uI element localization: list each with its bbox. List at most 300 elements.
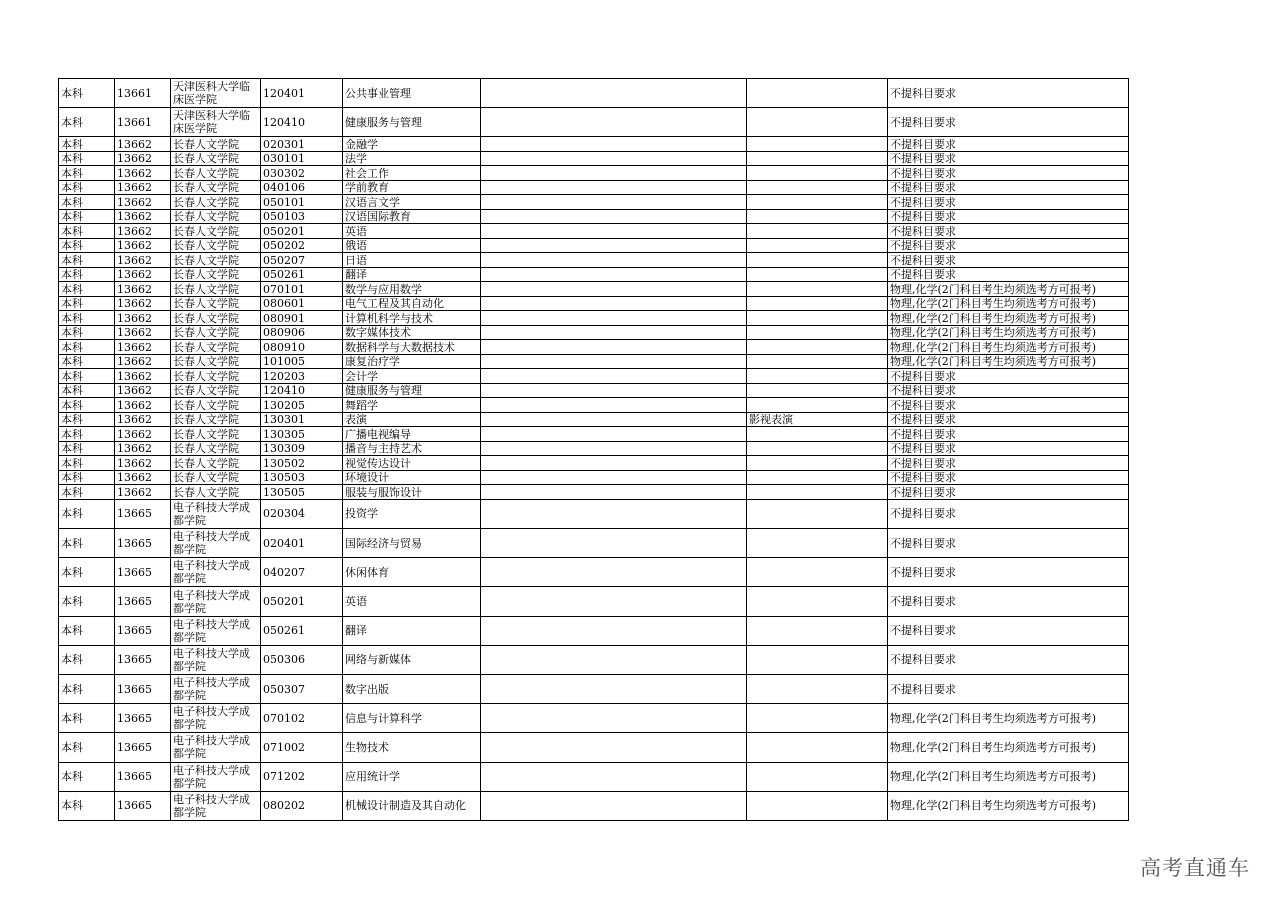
major-code-cell: 130503 bbox=[261, 470, 343, 485]
major-name-cell: 汉语言文学 bbox=[343, 195, 481, 210]
major-code-cell: 130505 bbox=[261, 485, 343, 500]
subject-requirement-cell: 不提科目要求 bbox=[888, 412, 1129, 427]
school-code-cell: 13662 bbox=[115, 180, 171, 195]
table-row bbox=[59, 369, 1129, 384]
subject-requirement-cell: 不提科目要求 bbox=[888, 645, 1129, 674]
major-name-cell: 广播电视编导 bbox=[343, 427, 481, 442]
table-row bbox=[59, 733, 1129, 762]
direction-cell bbox=[747, 296, 888, 311]
note-cell bbox=[481, 645, 747, 674]
school-code-cell: 13662 bbox=[115, 369, 171, 384]
table-row bbox=[59, 340, 1129, 355]
note-cell bbox=[481, 340, 747, 355]
school-name-cell: 电子科技大学成都学院 bbox=[171, 616, 261, 645]
level-cell: 本科 bbox=[59, 369, 115, 384]
school-name-cell: 电子科技大学成都学院 bbox=[171, 499, 261, 528]
school-code-cell: 13665 bbox=[115, 675, 171, 704]
school-code-cell: 13662 bbox=[115, 224, 171, 239]
note-cell bbox=[481, 383, 747, 398]
major-code-cell: 080601 bbox=[261, 296, 343, 311]
subject-requirement-cell: 物理,化学(2门科目考生均须选考方可报考) bbox=[888, 762, 1129, 791]
major-code-cell: 071002 bbox=[261, 733, 343, 762]
table-row bbox=[59, 704, 1129, 733]
direction-cell bbox=[747, 253, 888, 268]
table-row bbox=[59, 675, 1129, 704]
level-cell: 本科 bbox=[59, 311, 115, 326]
direction-cell bbox=[747, 137, 888, 152]
direction-cell bbox=[747, 340, 888, 355]
major-name-cell: 电气工程及其自动化 bbox=[343, 296, 481, 311]
school-name-cell: 电子科技大学成都学院 bbox=[171, 733, 261, 762]
school-code-cell: 13665 bbox=[115, 791, 171, 820]
subject-requirement-cell: 不提科目要求 bbox=[888, 587, 1129, 616]
major-code-cell: 080906 bbox=[261, 325, 343, 340]
level-cell: 本科 bbox=[59, 166, 115, 181]
school-name-cell: 长春人文学院 bbox=[171, 311, 261, 326]
direction-cell bbox=[747, 267, 888, 282]
major-name-cell: 数学与应用数学 bbox=[343, 282, 481, 297]
school-code-cell: 13662 bbox=[115, 296, 171, 311]
school-name-cell: 电子科技大学成都学院 bbox=[171, 645, 261, 674]
subject-requirement-cell: 不提科目要求 bbox=[888, 427, 1129, 442]
school-code-cell: 13662 bbox=[115, 470, 171, 485]
level-cell: 本科 bbox=[59, 267, 115, 282]
note-cell bbox=[481, 441, 747, 456]
major-name-cell: 舞蹈学 bbox=[343, 398, 481, 413]
major-code-cell: 130301 bbox=[261, 412, 343, 427]
school-code-cell: 13662 bbox=[115, 485, 171, 500]
subject-requirement-cell: 不提科目要求 bbox=[888, 499, 1129, 528]
level-cell: 本科 bbox=[59, 456, 115, 471]
major-name-cell: 国际经济与贸易 bbox=[343, 529, 481, 558]
school-name-cell: 长春人文学院 bbox=[171, 485, 261, 500]
major-code-cell: 050103 bbox=[261, 209, 343, 224]
note-cell bbox=[481, 529, 747, 558]
note-cell bbox=[481, 166, 747, 181]
level-cell: 本科 bbox=[59, 253, 115, 268]
school-name-cell: 天津医科大学临床医学院 bbox=[171, 79, 261, 108]
school-code-cell: 13662 bbox=[115, 354, 171, 369]
level-cell: 本科 bbox=[59, 675, 115, 704]
note-cell bbox=[481, 354, 747, 369]
school-code-cell: 13662 bbox=[115, 427, 171, 442]
direction-cell bbox=[747, 645, 888, 674]
subject-requirement-cell: 不提科目要求 bbox=[888, 180, 1129, 195]
level-cell: 本科 bbox=[59, 238, 115, 253]
table-row bbox=[59, 166, 1129, 181]
major-code-cell: 130305 bbox=[261, 427, 343, 442]
table-row bbox=[59, 383, 1129, 398]
school-name-cell: 长春人文学院 bbox=[171, 224, 261, 239]
major-name-cell: 法学 bbox=[343, 151, 481, 166]
school-name-cell: 长春人文学院 bbox=[171, 398, 261, 413]
direction-cell bbox=[747, 311, 888, 326]
subject-requirement-cell: 不提科目要求 bbox=[888, 267, 1129, 282]
note-cell bbox=[481, 296, 747, 311]
note-cell bbox=[481, 456, 747, 471]
major-name-cell: 计算机科学与技术 bbox=[343, 311, 481, 326]
school-name-cell: 长春人文学院 bbox=[171, 354, 261, 369]
direction-cell bbox=[747, 79, 888, 108]
major-code-cell: 050307 bbox=[261, 675, 343, 704]
watermark-logo-text: 高考直通车 bbox=[1140, 856, 1250, 880]
level-cell: 本科 bbox=[59, 340, 115, 355]
note-cell bbox=[481, 369, 747, 384]
subject-requirement-cell: 物理,化学(2门科目考生均须选考方可报考) bbox=[888, 296, 1129, 311]
level-cell: 本科 bbox=[59, 296, 115, 311]
school-name-cell: 电子科技大学成都学院 bbox=[171, 558, 261, 587]
direction-cell bbox=[747, 166, 888, 181]
major-name-cell: 康复治疗学 bbox=[343, 354, 481, 369]
level-cell: 本科 bbox=[59, 354, 115, 369]
note-cell bbox=[481, 325, 747, 340]
table-row bbox=[59, 354, 1129, 369]
note-cell bbox=[481, 762, 747, 791]
school-name-cell: 电子科技大学成都学院 bbox=[171, 791, 261, 820]
school-name-cell: 长春人文学院 bbox=[171, 267, 261, 282]
table-body bbox=[59, 79, 1129, 821]
subject-requirement-cell: 不提科目要求 bbox=[888, 79, 1129, 108]
direction-cell bbox=[747, 354, 888, 369]
school-code-cell: 13665 bbox=[115, 704, 171, 733]
note-cell bbox=[481, 224, 747, 239]
level-cell: 本科 bbox=[59, 282, 115, 297]
school-name-cell: 电子科技大学成都学院 bbox=[171, 587, 261, 616]
level-cell: 本科 bbox=[59, 441, 115, 456]
table-row bbox=[59, 398, 1129, 413]
major-name-cell: 社会工作 bbox=[343, 166, 481, 181]
school-code-cell: 13662 bbox=[115, 151, 171, 166]
direction-cell bbox=[747, 209, 888, 224]
note-cell bbox=[481, 791, 747, 820]
major-code-cell: 120410 bbox=[261, 108, 343, 137]
subject-requirement-cell: 不提科目要求 bbox=[888, 238, 1129, 253]
subject-requirement-cell: 不提科目要求 bbox=[888, 383, 1129, 398]
school-code-cell: 13662 bbox=[115, 166, 171, 181]
level-cell: 本科 bbox=[59, 587, 115, 616]
table-row bbox=[59, 762, 1129, 791]
note-cell bbox=[481, 151, 747, 166]
direction-cell bbox=[747, 485, 888, 500]
note-cell bbox=[481, 470, 747, 485]
school-code-cell: 13665 bbox=[115, 645, 171, 674]
school-name-cell: 长春人文学院 bbox=[171, 282, 261, 297]
table-row bbox=[59, 108, 1129, 137]
major-name-cell: 金融学 bbox=[343, 137, 481, 152]
table-row bbox=[59, 616, 1129, 645]
school-code-cell: 13662 bbox=[115, 282, 171, 297]
school-name-cell: 电子科技大学成都学院 bbox=[171, 529, 261, 558]
major-name-cell: 数字媒体技术 bbox=[343, 325, 481, 340]
table-row bbox=[59, 441, 1129, 456]
major-name-cell: 健康服务与管理 bbox=[343, 108, 481, 137]
major-code-cell: 030101 bbox=[261, 151, 343, 166]
major-name-cell: 信息与计算科学 bbox=[343, 704, 481, 733]
major-name-cell: 网络与新媒体 bbox=[343, 645, 481, 674]
school-code-cell: 13665 bbox=[115, 499, 171, 528]
school-name-cell: 长春人文学院 bbox=[171, 195, 261, 210]
school-name-cell: 长春人文学院 bbox=[171, 180, 261, 195]
level-cell: 本科 bbox=[59, 558, 115, 587]
school-name-cell: 电子科技大学成都学院 bbox=[171, 762, 261, 791]
note-cell bbox=[481, 180, 747, 195]
direction-cell bbox=[747, 441, 888, 456]
direction-cell bbox=[747, 791, 888, 820]
school-code-cell: 13662 bbox=[115, 209, 171, 224]
school-code-cell: 13665 bbox=[115, 558, 171, 587]
table-row bbox=[59, 209, 1129, 224]
school-code-cell: 13662 bbox=[115, 456, 171, 471]
note-cell bbox=[481, 704, 747, 733]
level-cell: 本科 bbox=[59, 137, 115, 152]
level-cell: 本科 bbox=[59, 733, 115, 762]
school-code-cell: 13662 bbox=[115, 195, 171, 210]
table-row bbox=[59, 529, 1129, 558]
school-name-cell: 长春人文学院 bbox=[171, 470, 261, 485]
major-code-cell: 050261 bbox=[261, 616, 343, 645]
subject-requirement-cell: 不提科目要求 bbox=[888, 137, 1129, 152]
school-code-cell: 13662 bbox=[115, 253, 171, 268]
table-row bbox=[59, 238, 1129, 253]
direction-cell bbox=[747, 398, 888, 413]
major-name-cell: 服装与服饰设计 bbox=[343, 485, 481, 500]
direction-cell bbox=[747, 180, 888, 195]
level-cell: 本科 bbox=[59, 383, 115, 398]
direction-cell: 影视表演 bbox=[747, 412, 888, 427]
note-cell bbox=[481, 558, 747, 587]
major-name-cell: 公共事业管理 bbox=[343, 79, 481, 108]
note-cell bbox=[481, 79, 747, 108]
major-name-cell: 数字出版 bbox=[343, 675, 481, 704]
subject-requirement-cell: 不提科目要求 bbox=[888, 166, 1129, 181]
direction-cell bbox=[747, 733, 888, 762]
major-name-cell: 俄语 bbox=[343, 238, 481, 253]
school-name-cell: 长春人文学院 bbox=[171, 383, 261, 398]
major-name-cell: 应用统计学 bbox=[343, 762, 481, 791]
table-row bbox=[59, 470, 1129, 485]
major-code-cell: 070101 bbox=[261, 282, 343, 297]
school-code-cell: 13665 bbox=[115, 587, 171, 616]
level-cell: 本科 bbox=[59, 499, 115, 528]
table-row bbox=[59, 195, 1129, 210]
table-row bbox=[59, 412, 1129, 427]
school-code-cell: 13662 bbox=[115, 325, 171, 340]
subject-requirement-cell: 物理,化学(2门科目考生均须选考方可报考) bbox=[888, 311, 1129, 326]
note-cell bbox=[481, 209, 747, 224]
subject-requirement-cell: 不提科目要求 bbox=[888, 441, 1129, 456]
major-name-cell: 会计学 bbox=[343, 369, 481, 384]
school-code-cell: 13662 bbox=[115, 340, 171, 355]
major-name-cell: 英语 bbox=[343, 587, 481, 616]
subject-requirement-cell: 不提科目要求 bbox=[888, 209, 1129, 224]
note-cell bbox=[481, 675, 747, 704]
subject-requirement-cell: 物理,化学(2门科目考生均须选考方可报考) bbox=[888, 791, 1129, 820]
level-cell: 本科 bbox=[59, 616, 115, 645]
major-code-cell: 120203 bbox=[261, 369, 343, 384]
level-cell: 本科 bbox=[59, 412, 115, 427]
major-code-cell: 020304 bbox=[261, 499, 343, 528]
school-code-cell: 13662 bbox=[115, 383, 171, 398]
subject-requirement-cell: 物理,化学(2门科目考生均须选考方可报考) bbox=[888, 354, 1129, 369]
major-code-cell: 080901 bbox=[261, 311, 343, 326]
major-name-cell: 学前教育 bbox=[343, 180, 481, 195]
major-name-cell: 汉语国际教育 bbox=[343, 209, 481, 224]
school-name-cell: 电子科技大学成都学院 bbox=[171, 704, 261, 733]
school-code-cell: 13662 bbox=[115, 238, 171, 253]
major-code-cell: 130309 bbox=[261, 441, 343, 456]
school-name-cell: 长春人文学院 bbox=[171, 238, 261, 253]
level-cell: 本科 bbox=[59, 529, 115, 558]
table-row bbox=[59, 151, 1129, 166]
table-row bbox=[59, 180, 1129, 195]
school-name-cell: 长春人文学院 bbox=[171, 253, 261, 268]
school-code-cell: 13665 bbox=[115, 529, 171, 558]
level-cell: 本科 bbox=[59, 398, 115, 413]
school-name-cell: 长春人文学院 bbox=[171, 412, 261, 427]
school-name-cell: 长春人文学院 bbox=[171, 296, 261, 311]
direction-cell bbox=[747, 383, 888, 398]
subject-requirement-cell: 物理,化学(2门科目考生均须选考方可报考) bbox=[888, 282, 1129, 297]
level-cell: 本科 bbox=[59, 224, 115, 239]
subject-requirement-cell: 不提科目要求 bbox=[888, 108, 1129, 137]
subject-requirement-cell: 不提科目要求 bbox=[888, 529, 1129, 558]
school-name-cell: 电子科技大学成都学院 bbox=[171, 675, 261, 704]
school-name-cell: 长春人文学院 bbox=[171, 209, 261, 224]
subject-requirement-cell: 不提科目要求 bbox=[888, 485, 1129, 500]
major-code-cell: 050207 bbox=[261, 253, 343, 268]
school-code-cell: 13665 bbox=[115, 616, 171, 645]
level-cell: 本科 bbox=[59, 485, 115, 500]
subject-requirement-cell: 物理,化学(2门科目考生均须选考方可报考) bbox=[888, 733, 1129, 762]
major-name-cell: 翻译 bbox=[343, 267, 481, 282]
admission-requirements-table bbox=[58, 78, 1129, 821]
table-row bbox=[59, 79, 1129, 108]
direction-cell bbox=[747, 369, 888, 384]
major-code-cell: 040207 bbox=[261, 558, 343, 587]
subject-requirement-cell: 不提科目要求 bbox=[888, 456, 1129, 471]
subject-requirement-cell: 不提科目要求 bbox=[888, 675, 1129, 704]
table-row bbox=[59, 791, 1129, 820]
direction-cell bbox=[747, 325, 888, 340]
level-cell: 本科 bbox=[59, 151, 115, 166]
major-name-cell: 翻译 bbox=[343, 616, 481, 645]
major-code-cell: 050261 bbox=[261, 267, 343, 282]
table-row bbox=[59, 296, 1129, 311]
direction-cell bbox=[747, 529, 888, 558]
note-cell bbox=[481, 267, 747, 282]
level-cell: 本科 bbox=[59, 704, 115, 733]
direction-cell bbox=[747, 151, 888, 166]
subject-requirement-cell: 不提科目要求 bbox=[888, 558, 1129, 587]
table-row bbox=[59, 499, 1129, 528]
level-cell: 本科 bbox=[59, 195, 115, 210]
subject-requirement-cell: 不提科目要求 bbox=[888, 151, 1129, 166]
table-row bbox=[59, 587, 1129, 616]
major-name-cell: 机械设计制造及其自动化 bbox=[343, 791, 481, 820]
school-code-cell: 13662 bbox=[115, 412, 171, 427]
subject-requirement-cell: 物理,化学(2门科目考生均须选考方可报考) bbox=[888, 340, 1129, 355]
subject-requirement-cell: 不提科目要求 bbox=[888, 369, 1129, 384]
major-code-cell: 120401 bbox=[261, 79, 343, 108]
note-cell bbox=[481, 587, 747, 616]
level-cell: 本科 bbox=[59, 470, 115, 485]
note-cell bbox=[481, 238, 747, 253]
level-cell: 本科 bbox=[59, 325, 115, 340]
school-name-cell: 长春人文学院 bbox=[171, 369, 261, 384]
subject-requirement-cell: 不提科目要求 bbox=[888, 398, 1129, 413]
major-name-cell: 英语 bbox=[343, 224, 481, 239]
table-row bbox=[59, 267, 1129, 282]
major-name-cell: 休闲体育 bbox=[343, 558, 481, 587]
note-cell bbox=[481, 253, 747, 268]
direction-cell bbox=[747, 675, 888, 704]
direction-cell bbox=[747, 587, 888, 616]
level-cell: 本科 bbox=[59, 427, 115, 442]
table-row bbox=[59, 137, 1129, 152]
school-name-cell: 长春人文学院 bbox=[171, 166, 261, 181]
major-code-cell: 130502 bbox=[261, 456, 343, 471]
note-cell bbox=[481, 108, 747, 137]
table-row bbox=[59, 224, 1129, 239]
note-cell bbox=[481, 311, 747, 326]
major-name-cell: 投资学 bbox=[343, 499, 481, 528]
school-name-cell: 长春人文学院 bbox=[171, 325, 261, 340]
direction-cell bbox=[747, 762, 888, 791]
level-cell: 本科 bbox=[59, 108, 115, 137]
major-code-cell: 050306 bbox=[261, 645, 343, 674]
school-code-cell: 13661 bbox=[115, 108, 171, 137]
school-code-cell: 13665 bbox=[115, 762, 171, 791]
direction-cell bbox=[747, 238, 888, 253]
school-code-cell: 13662 bbox=[115, 398, 171, 413]
major-code-cell: 050201 bbox=[261, 587, 343, 616]
major-name-cell: 播音与主持艺术 bbox=[343, 441, 481, 456]
school-name-cell: 长春人文学院 bbox=[171, 137, 261, 152]
direction-cell bbox=[747, 427, 888, 442]
subject-requirement-cell: 不提科目要求 bbox=[888, 470, 1129, 485]
major-name-cell: 表演 bbox=[343, 412, 481, 427]
major-name-cell: 视觉传达设计 bbox=[343, 456, 481, 471]
subject-requirement-cell: 物理,化学(2门科目考生均须选考方可报考) bbox=[888, 704, 1129, 733]
table-row bbox=[59, 282, 1129, 297]
direction-cell bbox=[747, 108, 888, 137]
direction-cell bbox=[747, 195, 888, 210]
school-code-cell: 13665 bbox=[115, 733, 171, 762]
table-row bbox=[59, 427, 1129, 442]
note-cell bbox=[481, 412, 747, 427]
major-code-cell: 120410 bbox=[261, 383, 343, 398]
major-code-cell: 030302 bbox=[261, 166, 343, 181]
major-code-cell: 040106 bbox=[261, 180, 343, 195]
major-name-cell: 日语 bbox=[343, 253, 481, 268]
subject-requirement-cell: 不提科目要求 bbox=[888, 616, 1129, 645]
level-cell: 本科 bbox=[59, 762, 115, 791]
school-name-cell: 长春人文学院 bbox=[171, 151, 261, 166]
major-code-cell: 101005 bbox=[261, 354, 343, 369]
major-code-cell: 050101 bbox=[261, 195, 343, 210]
table-row bbox=[59, 485, 1129, 500]
major-code-cell: 080910 bbox=[261, 340, 343, 355]
school-code-cell: 13662 bbox=[115, 311, 171, 326]
level-cell: 本科 bbox=[59, 180, 115, 195]
subject-requirement-cell: 不提科目要求 bbox=[888, 195, 1129, 210]
school-code-cell: 13661 bbox=[115, 79, 171, 108]
major-code-cell: 020401 bbox=[261, 529, 343, 558]
note-cell bbox=[481, 733, 747, 762]
direction-cell bbox=[747, 456, 888, 471]
major-code-cell: 071202 bbox=[261, 762, 343, 791]
major-name-cell: 数据科学与大数据技术 bbox=[343, 340, 481, 355]
